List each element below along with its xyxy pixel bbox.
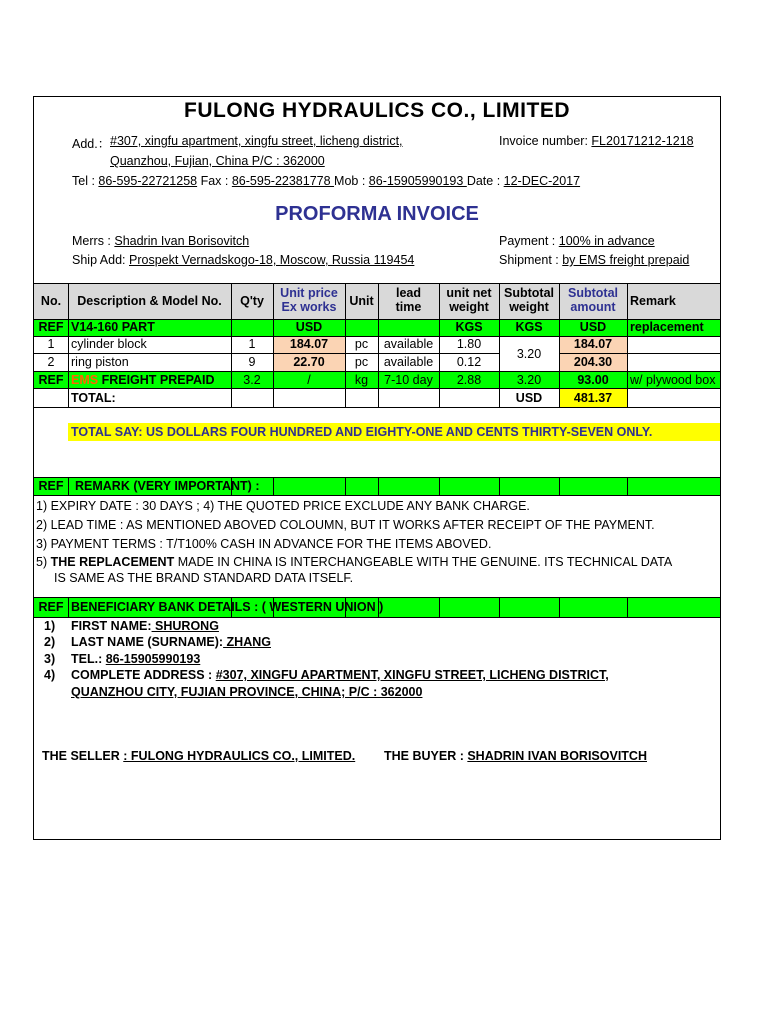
vline (559, 597, 560, 618)
col-header-net-weight (439, 286, 499, 314)
address-label: Add.： (72, 137, 111, 151)
col-header-price-line2: Ex works (281, 300, 337, 314)
row1-price: 184.07 (289, 337, 329, 351)
col-header-subw-line2: weight (509, 300, 549, 314)
col-header-net-line2: weight (449, 300, 489, 314)
payment-line (499, 234, 655, 248)
bank-first (71, 619, 219, 633)
hline (34, 597, 720, 598)
bank-first-value: SHURONG (151, 619, 219, 633)
bank-addr-label: COMPLETE ADDRESS : (71, 668, 216, 682)
row1-lead: available (383, 337, 434, 351)
total-label: TOTAL: (71, 391, 116, 405)
freight-net: 2.88 (456, 373, 482, 387)
remark-item-5-line2: IS SAME AS THE BRAND STANDARD DATA ITSELF. (54, 571, 354, 585)
row1-amount: 184.07 (573, 337, 613, 351)
col-header-subtotal-weight (499, 286, 559, 314)
ref-label: REF (38, 320, 64, 334)
shipment-label: Shipment : (499, 253, 563, 267)
vline (627, 477, 628, 496)
address-line1: #307, xingfu apartment, xingfu street, licheng district, (110, 134, 403, 148)
freight-desc-ems: EMS (71, 373, 99, 387)
vline (499, 597, 500, 618)
col-header-subw-line1: Subtotal (504, 286, 554, 300)
fax-value: 86-595-22381778 (231, 174, 335, 188)
bank-tel (71, 652, 200, 666)
bank-last-value: ZHANG (223, 635, 271, 649)
freight-qty: 3.2 (243, 373, 261, 387)
hline (34, 353, 499, 354)
shipment-value: by EMS freight prepaid (562, 253, 690, 267)
row2-amount: 204.30 (573, 355, 613, 369)
date-label: Date : (466, 174, 504, 188)
freight-desc (71, 373, 215, 387)
bank-addr-no: 4) (44, 668, 56, 682)
ref-price-currency: USD (295, 320, 323, 334)
vline (439, 477, 440, 496)
remark-item-5 (36, 555, 672, 569)
ship-label: Ship Add: (72, 253, 129, 267)
ship-line (72, 253, 414, 267)
freight-amount: 93.00 (577, 373, 609, 387)
hline (34, 388, 720, 389)
remark-item-2: 2) LEAD TIME : AS MENTIONED ABOVED COLOUMN, BUT IT WORKS AFTER RECEIPT OF THE PAYMENT. (36, 518, 655, 532)
col-header-suba-line1: Subtotal (568, 286, 618, 300)
tel-value: 86-595-22721258 (98, 174, 198, 188)
freight-subw: 3.20 (516, 373, 542, 387)
mob-label: Mob : (334, 174, 369, 188)
bank-title: BENEFICIARY BANK DETAILS : ( WESTERN UNION ) (71, 600, 384, 614)
tel-label: Tel : (72, 174, 99, 188)
freight-unit: kg (354, 373, 369, 387)
col-header-price (273, 286, 345, 314)
row2-qty: 9 (248, 355, 256, 369)
remark-title: REMARK (VERY IMPORTANT) : (75, 479, 260, 493)
payment-value: 100% in advance (558, 234, 655, 248)
hline (34, 371, 720, 372)
hline (34, 477, 720, 478)
merrs-value: Shadrin Ivan Borisovitch (114, 234, 250, 248)
col-header-net-line1: unit net (446, 286, 492, 300)
bank-addr-line2: QUANZHOU CITY, FUJIAN PROVINCE, CHINA; P/C : 362000 (71, 685, 423, 699)
remark-item-3: 3) PAYMENT TERMS : T/T100% CASH IN ADVANCE FOR THE ITEMS ABOVED. (36, 537, 492, 551)
bank-tel-no: 3) (44, 652, 56, 666)
row1-desc: cylinder block (71, 337, 147, 351)
seller-label: THE SELLER (42, 749, 124, 763)
bank-last-no: 2) (44, 635, 56, 649)
col-header-remark: Remark (630, 294, 676, 308)
vline (627, 283, 628, 408)
vline (439, 597, 440, 618)
vline (273, 477, 274, 496)
invoice-label: Invoice number: (499, 134, 592, 148)
col-header-price-line1: Unit price (280, 286, 338, 300)
row1-qty: 1 (248, 337, 256, 351)
row1-net: 1.80 (456, 337, 482, 351)
col-header-subtotal-amount (559, 286, 627, 314)
bank-first-label: FIRST NAME: (71, 619, 152, 633)
bank-ref: REF (38, 600, 64, 614)
remark-ref: REF (38, 479, 64, 493)
date-value: 12-DEC-2017 (503, 174, 581, 188)
seller-line (42, 749, 355, 763)
total-say: TOTAL SAY: US DOLLARS FOUR HUNDRED AND EIGHTY-ONE AND CENTS THIRTY-SEVEN ONLY. (71, 425, 653, 439)
row1-no: 1 (47, 337, 55, 351)
freight-price: / (307, 373, 311, 387)
ref-subw-unit: KGS (515, 320, 543, 334)
ref-suba-currency: USD (579, 320, 607, 334)
invoice-number: FL20171212-1218 (591, 134, 694, 148)
hline (34, 407, 720, 408)
bank-tel-value: 86-15905990193 (105, 652, 201, 666)
vline (68, 597, 69, 618)
bank-first-no: 1) (44, 619, 56, 633)
hline (34, 495, 720, 496)
remark-item-5-rest: MADE IN CHINA IS INTERCHANGEABLE WITH THE GENUINE. ITS TECHNICAL DATA (174, 555, 673, 569)
bank-last (71, 635, 271, 649)
ref-desc: V14-160 PART (71, 320, 155, 334)
row2-price: 22.70 (293, 355, 325, 369)
remark-item-5-bold: THE REPLACEMENT (50, 555, 175, 569)
col-header-unit: Unit (349, 294, 374, 308)
col-header-desc: Description & Model No. (77, 294, 222, 308)
buyer-line (384, 749, 647, 763)
row2-desc: ring piston (71, 355, 129, 369)
bank-addr-line1: #307, XINGFU APARTMENT, XINGFU STREET, LICHENG DISTRICT, (215, 668, 609, 682)
freight-desc-rest: FREIGHT PREPAID (98, 373, 215, 387)
total-currency: USD (515, 391, 543, 405)
invoice-sheet (33, 96, 721, 840)
col-header-no: No. (40, 294, 62, 308)
bank-last-label: LAST NAME (SURNAME): (71, 635, 224, 649)
vline (378, 477, 379, 496)
col-header-suba-line2: amount (570, 300, 616, 314)
payment-label: Payment : (499, 234, 559, 248)
buyer-name: SHADRIN IVAN BORISOVITCH (467, 749, 647, 763)
freight-remark: w/ plywood box (630, 373, 716, 387)
total-amount: 481.37 (573, 391, 613, 405)
merrs-line (72, 234, 249, 248)
tel-line (72, 174, 580, 188)
col-header-lead-line2: time (395, 300, 422, 314)
shipment-line (499, 253, 689, 267)
hline (559, 353, 720, 354)
hline (34, 283, 720, 284)
row2-lead: available (383, 355, 434, 369)
ship-value: Prospekt Vernadskogo-18, Moscow, Russia 119454 (129, 253, 415, 267)
row1-unit: pc (354, 337, 369, 351)
mob-value: 86-15905990193 (368, 174, 467, 188)
fax-label: Fax : (200, 174, 232, 188)
company-name: FULONG HYDRAULICS CO., LIMITED (184, 99, 570, 122)
col-header-qty: Q'ty (240, 294, 264, 308)
vline (68, 477, 69, 496)
merged-subtotal-weight: 3.20 (516, 347, 542, 361)
row2-net: 0.12 (456, 355, 482, 369)
remark-item-1: 1) EXPIRY DATE : 30 DAYS ; 4) THE QUOTED PRICE EXCLUDE ANY BANK CHARGE. (36, 499, 530, 513)
ref-remark: replacement (630, 320, 704, 334)
row2-unit: pc (354, 355, 369, 369)
proforma-title: PROFORMA INVOICE (275, 203, 479, 225)
vline (499, 477, 500, 496)
buyer-label: THE BUYER : (384, 749, 468, 763)
bank-tel-label: TEL.: (71, 652, 103, 666)
col-header-lead-line1: lead (395, 286, 421, 300)
vline (627, 597, 628, 618)
ref-net-unit: KGS (455, 320, 483, 334)
seller-name: : FULONG HYDRAULICS CO., LIMITED. (123, 749, 356, 763)
merrs-label: Merrs : (72, 234, 115, 248)
vline (345, 477, 346, 496)
freight-ref: REF (38, 373, 64, 387)
vline (559, 477, 560, 496)
col-header-lead (378, 286, 439, 314)
row2-no: 2 (47, 355, 55, 369)
freight-lead: 7-10 day (384, 373, 433, 387)
bank-addr (71, 668, 609, 682)
address-line2: Quanzhou, Fujian, China P/C : 362000 (110, 154, 325, 168)
invoice-number-line (499, 134, 694, 148)
hline (34, 617, 720, 618)
remark-item-5-prefix: 5) (36, 555, 51, 569)
